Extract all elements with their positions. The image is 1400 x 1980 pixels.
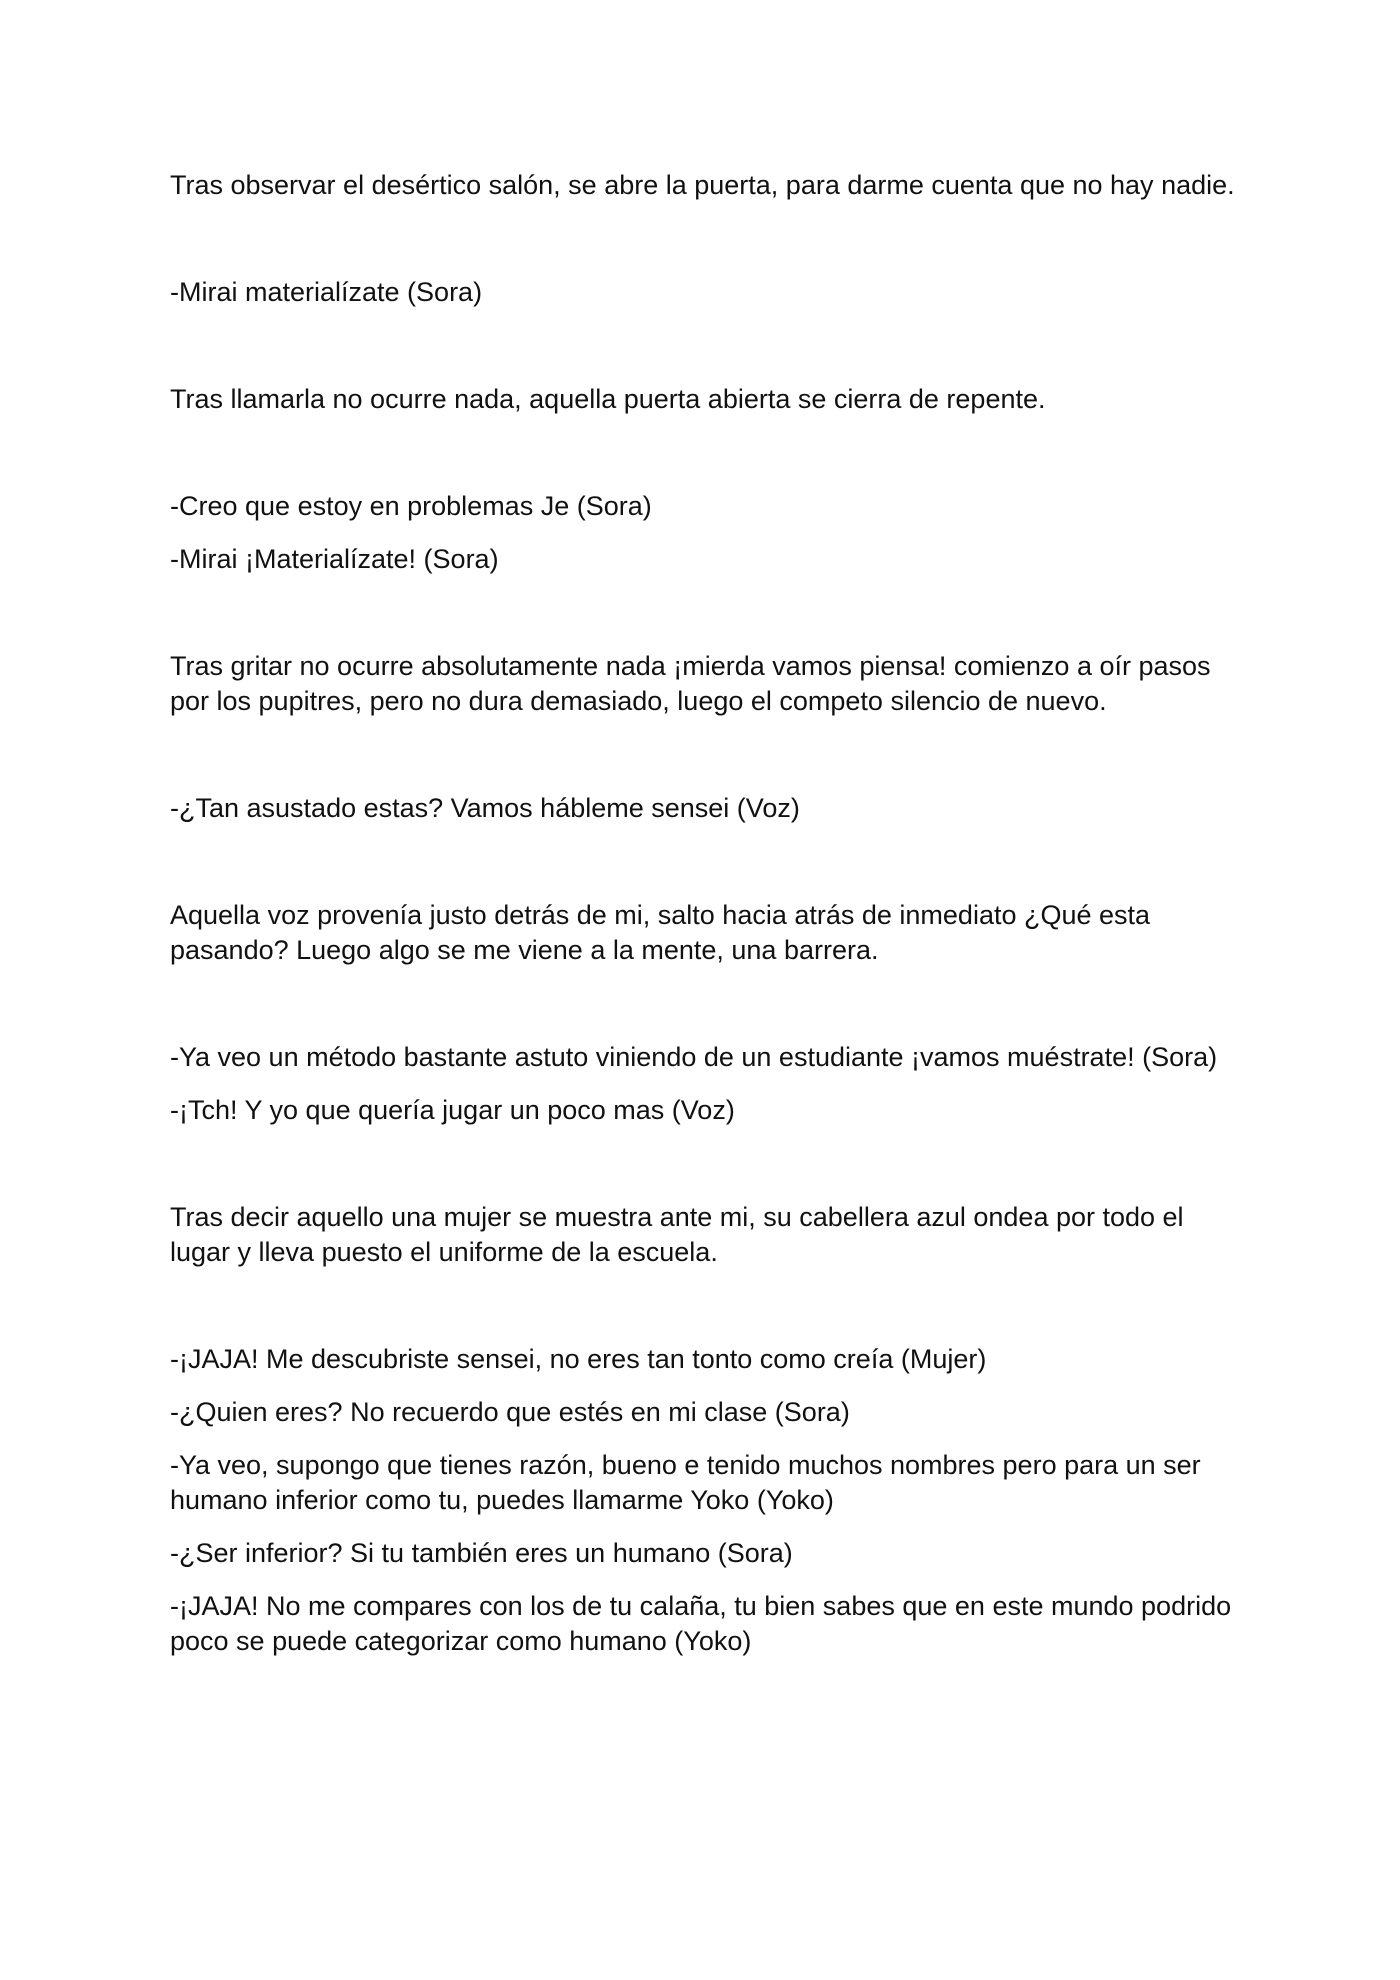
dialogue-line: -¿Ser inferior? Si tu también eres un humano (Sora) xyxy=(170,1538,793,1568)
narration-paragraph: Tras llamarla no ocurre nada, aquella puerta abierta se cierra de repente. xyxy=(170,384,1046,414)
dialogue-line: -Mirai materialízate (Sora) xyxy=(170,277,483,307)
narration-paragraph: Tras decir aquello una mujer se muestra ante mi, su cabellera azul ondea por todo el lugar y lleva puesto el uniforme de la escuela. xyxy=(170,1202,1184,1267)
narration-paragraph: Tras observar el desértico salón, se abre la puerta, para darme cuenta que no hay nadie. xyxy=(170,170,1235,200)
document-body xyxy=(170,168,1240,1659)
dialogue-line: -Creo que estoy en problemas Je (Sora) xyxy=(170,491,652,521)
dialogue-line: -¿Quien eres? No recuerdo que estés en mi clase (Sora) xyxy=(170,1397,850,1427)
dialogue-line: -¿Tan asustado estas? Vamos hábleme sensei (Voz) xyxy=(170,793,800,823)
dialogue-line: -Ya veo, supongo que tienes razón, bueno e tenido muchos nombres pero para un ser humano inferior como tu, puedes llamarme Yoko (Yoko) xyxy=(170,1450,1201,1515)
dialogue-line: -¡JAJA! No me compares con los de tu calaña, tu bien sabes que en este mundo podrido poco se puede categorizar como humano (Yoko) xyxy=(170,1591,1232,1656)
narration-paragraph: Aquella voz provenía justo detrás de mi, salto hacia atrás de inmediato ¿Qué esta pasando? Luego algo se me viene a la mente, una barrera. xyxy=(170,900,1151,965)
dialogue-line: -¡Tch! Y yo que quería jugar un poco mas (Voz) xyxy=(170,1095,735,1125)
dialogue-line: -¡JAJA! Me descubriste sensei, no eres tan tonto como creía (Mujer) xyxy=(170,1344,987,1374)
narration-paragraph: Tras gritar no ocurre absolutamente nada ¡mierda vamos piensa! comienzo a oír pasos por los pupitres, pero no dura demasiado, luego el competo silencio de nuevo. xyxy=(170,651,1211,716)
dialogue-line: -Ya veo un método bastante astuto viniendo de un estudiante ¡vamos muéstrate! (Sora) xyxy=(170,1042,1218,1072)
dialogue-line: -Mirai ¡Materialízate! (Sora) xyxy=(170,544,499,574)
